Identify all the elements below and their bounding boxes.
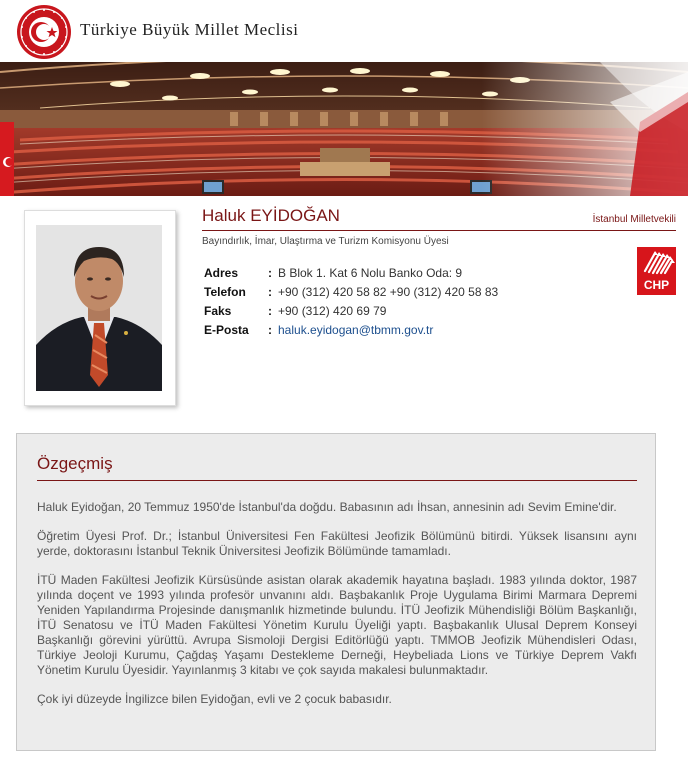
site-header	[0, 0, 688, 62]
phone-label: Telefon	[204, 285, 246, 299]
biography-paragraph: Haluk Eyidoğan, 20 Temmuz 1950'de İstanbul'da doğdu. Babasının adı İhsan, annesinin adı Sevim Emine'dir.	[37, 500, 617, 514]
parliament-hall-image	[0, 62, 688, 196]
parliament-banner	[0, 62, 688, 196]
email-label: E-Posta	[204, 323, 249, 337]
address-value: B Blok 1. Kat 6 Nolu Banko Oda: 9	[278, 266, 463, 280]
contact-row-phone	[204, 283, 498, 302]
contact-info	[204, 264, 498, 340]
phone-colon: :	[268, 285, 272, 299]
site-title[interactable]: Türkiye Büyük Millet Meclisi	[80, 20, 299, 39]
tbmm-seal-icon[interactable]	[16, 4, 72, 60]
six-arrows-icon	[637, 247, 676, 277]
fax-colon: :	[268, 304, 272, 318]
biography-paragraph: Öğretim Üyesi Prof. Dr.; İstanbul Üniversitesi Fen Fakültesi Jeofizik Bölümünü bitirdi. Yüksek lisansını aynı yerde, doktorasını İstanbul Teknik Üniversitesi Jeofizik Bölümünde tamamladı.	[37, 529, 637, 558]
biography-title: Özgeçmiş	[37, 454, 113, 473]
contact-row-address	[204, 264, 498, 283]
contact-row-email	[204, 321, 498, 340]
party-logo-text: CHP	[643, 278, 670, 292]
biography-body	[37, 500, 637, 721]
last-name: EYİDOĞAN	[250, 206, 340, 225]
profile-photo-frame	[24, 210, 176, 406]
portrait-image	[36, 225, 162, 391]
address-label: Adres	[204, 266, 239, 280]
first-name: Haluk	[202, 206, 246, 225]
chp-party-logo[interactable]	[637, 247, 676, 295]
biography-divider	[37, 480, 637, 481]
biography-paragraph: İTÜ Maden Fakültesi Jeofizik Kürsüsünde asistan olarak akademik hayatına başladı. 1983 yılında doktor, 1987 yılında doçent ve 1993 yılında profesör unvanını aldı. Başbakanlık Proje Uygulama Birimi Marmara Depremi Yeniden Yapılandırma Projesinde danışmanlık hizmetinde bulundu. İTÜ Jeofizik Mühendisliği Bölüm Başkanlığı, İTÜ Senatosu ve İTÜ Maden Fakültesi Yönetim Kurulu Üyeliği yaptı. Başbakanlık Ulusal Deprem Konseyi Başkanlığı görevini yürüttü. Avrupa Sismoloji Dergisi Editörlüğü yaptı. TMMOB Jeofizik Mühendisleri Odası, Türkiye Jeoloji Kurumu, Çağdaş Yaşamı Destekleme Derneği, Heybeliada Lions ve Türkiye Deprem Vakfı Yönetim Kurulu Üyesidir. Yayınlanmış 3 kitabı ve çok sayıda makalesi bulunmaktadır.	[37, 573, 637, 677]
deputy-name	[202, 206, 340, 226]
email-colon: :	[268, 323, 272, 337]
contact-row-fax	[204, 302, 498, 321]
biography-paragraph: Çok iyi düzeyde İngilizce bilen Eyidoğan, evli ve 2 çocuk babasıdır.	[37, 692, 392, 706]
profile-photo	[36, 225, 162, 391]
fax-value: +90 (312) 420 69 79	[278, 304, 387, 318]
address-colon: :	[268, 266, 272, 280]
phone-value: +90 (312) 420 58 82 +90 (312) 420 58 83	[278, 285, 499, 299]
email-link[interactable]: haluk.eyidogan@tbmm.gov.tr	[278, 323, 434, 337]
biography-section	[16, 433, 656, 751]
name-divider	[202, 230, 676, 231]
deputy-role[interactable]: İstanbul Milletvekili	[592, 214, 676, 225]
commission-membership: Bayındırlık, İmar, Ulaştırma ve Turizm Komisyonu Üyesi	[202, 236, 449, 247]
fax-label: Faks	[204, 304, 232, 318]
